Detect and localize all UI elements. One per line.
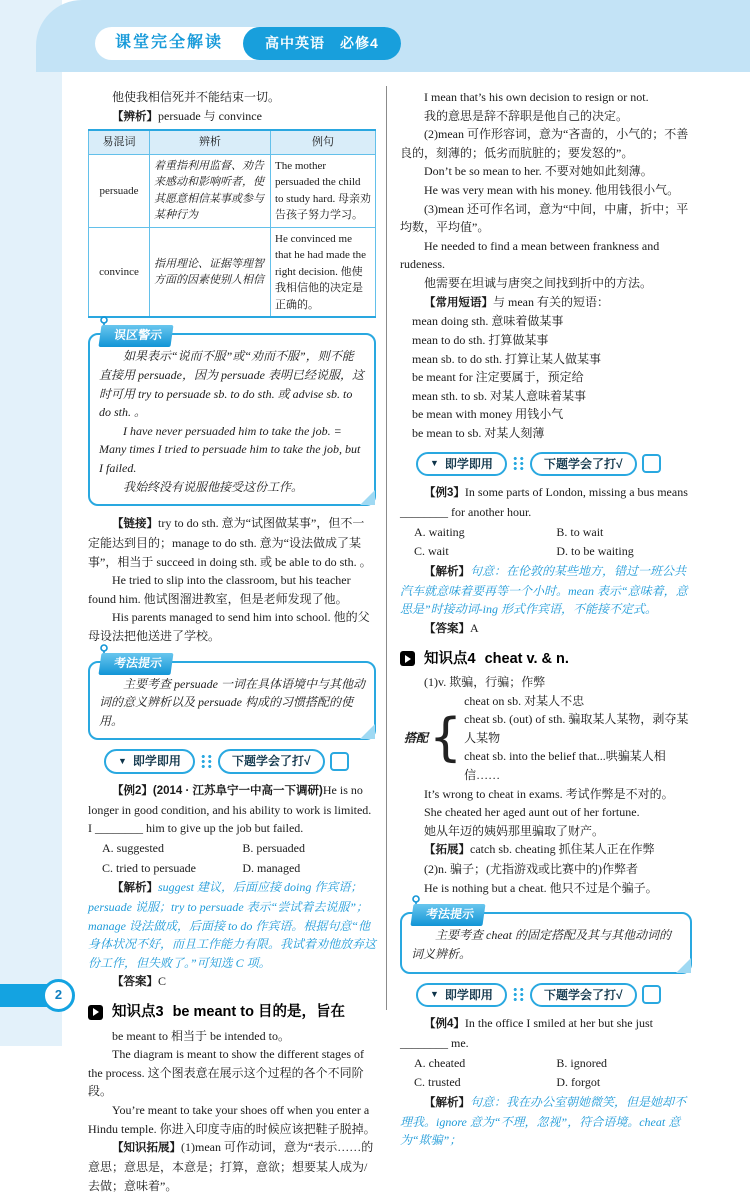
practice-use-label: 即学即用 <box>444 987 493 1002</box>
mean-noun: (3)mean 还可作名词，意为“中间，中庸，折中；平均数，平均值”。 <box>400 201 689 235</box>
collocation-item: cheat on sb. 对某人不忠 <box>464 693 585 708</box>
collocation-item: cheat sb. (out) of sth. 骗取某人某物，剥夺某人某物 <box>464 712 689 745</box>
play-icon <box>88 1005 103 1020</box>
col-header-example: 例句 <box>271 130 376 154</box>
bianxi-label: 【辨析】 <box>112 110 158 123</box>
kp4-example: He is nothing but a cheat. 他只不过是个骗子。 <box>424 880 658 895</box>
example2-analysis: 【解析】suggest 建议，后面应接 doing 作宾语；persuade 说服；try to persuade 表示“尝试着去说服”；manage 设法做成，后面接 to do 作宾语。根据句意“他身体状况不好，而且工作能力有限。我试着劝他放弃这份工作，但失败了。”可知选 C 项。 <box>88 880 377 970</box>
example2-options <box>102 839 376 877</box>
example2-answer: 【答案】C <box>112 974 167 989</box>
kp4-translation: 她从年迈的姨妈那里骗取了财产。 <box>424 823 605 838</box>
analysis-label: 【解析】 <box>424 1096 470 1109</box>
link-example: His parents managed to send him into school. 他的父母设法把他送进了学校。 <box>88 610 370 643</box>
kp4-verb-sense: (1)v. 欺骗，行骗；作弊 <box>424 674 546 689</box>
practice-use-pill <box>104 749 195 774</box>
kp4-example: It’s wrong to cheat in exams. 考试作弊是不对的。 <box>424 786 674 801</box>
mean-example: He was very mean with his money. 他用钱很小气。 <box>424 182 680 197</box>
analysis-label: 【解析】 <box>424 565 470 578</box>
kp4-number: 知识点4 <box>424 650 476 667</box>
dots-connector-icon <box>512 987 525 1002</box>
example3-options <box>414 523 692 561</box>
right-column <box>400 88 692 1150</box>
folded-corner <box>360 724 375 739</box>
kp3-paragraph: be meant to 相当于 be intended to。 <box>112 1028 290 1043</box>
practice-check-label: 下题学会了打√ <box>231 754 311 769</box>
answer-label: 【答案】 <box>424 622 470 635</box>
exam-tip-text: 主要考查 persuade 一词在具体语境中与其他动词的意义辨析以及 persuade 构成的习惯搭配的使用。 <box>99 676 365 728</box>
expansion-label: 【拓展】 <box>424 844 470 857</box>
triangle-down-icon: ▼ <box>430 457 439 468</box>
practice-bar <box>416 983 692 1008</box>
kp3-expansion: 【知识拓展】(1)mean 可作动词，意为“表示……的意思；意思是，本意是；打算，意欲；想要某人成为/去做；意味着”。 <box>88 1140 374 1193</box>
warning-badge-label: 误区警示 <box>98 325 173 347</box>
table-row: convince 指用理论、证据等理智方面的因素使别人相信 He convinced me that he had made the right decision. 他使我相信他的决定是正确的。 <box>89 227 376 317</box>
kp4-title: cheat v. & n. <box>484 650 569 667</box>
example4-label: 【例4】 <box>424 1018 465 1031</box>
page-number: 2 <box>42 979 75 1012</box>
phrase-item: mean sth. to sb. 对某人意味着某事 <box>412 388 586 403</box>
kp4-expansion: 【拓展】catch sb. cheating 抓住某人正在作弊 <box>424 842 655 857</box>
practice-checkbox <box>642 985 661 1004</box>
collocation-label: 搭配 <box>404 730 429 745</box>
triangle-down-icon: ▼ <box>118 755 127 766</box>
book-subject-badge: 高中英语 必修4 <box>243 27 401 60</box>
kp4-example: She cheated her aged aunt out of her fortune. <box>424 805 640 820</box>
answer-label: 【答案】 <box>112 976 158 989</box>
table-header-row <box>89 130 376 154</box>
knowledge-point-4-heading <box>400 648 692 670</box>
example2-label: 【例2】 <box>112 784 153 797</box>
option: B. to wait <box>556 524 604 539</box>
practice-use-label: 即学即用 <box>132 754 181 769</box>
kp4-noun-sense: (2)n. 骗子；(尤指游戏或比赛中的)作弊者 <box>424 862 638 877</box>
phrase-item: mean doing sth. 意味着做某事 <box>412 314 564 329</box>
option: B. persuaded <box>242 840 305 855</box>
example4-question: 【例4】In the office I smiled at her but she just ________ me. <box>400 1016 653 1050</box>
phrase-item: mean sb. to do sth. 打算让某人做某事 <box>412 351 601 366</box>
example2-source: (2014 · 江苏阜宁一中高一下调研) <box>152 784 323 797</box>
intro-translation: 他使我相信死并不能结束一切。 <box>112 90 281 104</box>
exam-tip-badge <box>100 653 172 675</box>
expansion-label: 【知识拓展】 <box>112 1142 181 1155</box>
example2-question: 【例2】(2014 · 江苏阜宁一中高一下调研)He is no longer in good condition, and his ability to work is limited. I ________ him to give up the job but failed. <box>88 782 372 836</box>
link-label: 【链接】 <box>112 518 158 531</box>
phrases-heading: 【常用短语】与 mean 有关的短语： <box>424 294 609 309</box>
link-example: He tried to slip into the classroom, but his teacher found him. 他试图溜进教室，但是老师发现了他。 <box>88 573 351 606</box>
practice-check-label: 下题学会了打√ <box>543 987 623 1002</box>
practice-check-pill <box>530 983 637 1008</box>
mean-adjective: (2)mean 可作形容词，意为“吝啬的，小气的；不善良的，刻薄的；低劣而肮脏的；要发怒的”。 <box>400 127 689 160</box>
folded-corner <box>676 958 691 973</box>
practice-checkbox <box>642 454 661 473</box>
link-paragraph: 【链接】try to do sth. 意为“试图做某事”，但不一定能达到目的；manage to do sth. 意为“设法做成了某事”，相当于 succeed in doing sth. 或 be able to do sth. 。 <box>88 516 372 569</box>
col-header-word: 易混词 <box>89 130 150 154</box>
bianxi-heading: 【辨析】persuade 与 convince <box>112 108 262 123</box>
example3-analysis: 【解析】句意：在伦敦的某些地方，错过一班公共汽车就意味着要再等一个小时。mean 表示“意味着，意思是”时接动词-ing 形式作宾语，不能接不定式。 <box>400 563 688 617</box>
practice-use-label: 即学即用 <box>444 456 493 471</box>
dots-connector-icon <box>200 754 213 769</box>
play-icon <box>400 651 415 666</box>
option: A. suggested <box>102 840 164 855</box>
mean-translation: 我的意思是辞不辞职是他自己的决定。 <box>424 108 629 123</box>
brace-glyph: { <box>429 707 463 768</box>
folded-corner <box>360 490 375 505</box>
mean-example: I mean that’s his own decision to resign or not. <box>424 90 649 104</box>
table-row: persuade 着重指利用监督、劝告来感动和影响听者，使其愿意相信某事或参与某种行为 The mother persuaded the child to study hard. 母亲劝告孩子努力学习。 <box>89 154 376 227</box>
phrase-item: be meant for 注定要属于，预定给 <box>412 370 584 385</box>
option: A. cheated <box>414 1055 466 1070</box>
example3-answer: 【答案】A <box>424 620 479 635</box>
warning-paragraph: 如果表示“说而不服”或“劝而不服”，则不能直接用 persuade，因为 persuade 表明已经说服，这时可用 try to persuade sb. to do sth. 或 advise sb. to do sth. 。 <box>99 349 364 420</box>
collocation-block <box>404 692 692 785</box>
warning-badge <box>100 325 172 347</box>
mean-translation: 他需要在坦诚与唐突之间找到折中的方法。 <box>424 275 653 290</box>
warning-box <box>88 328 376 506</box>
option: D. to be waiting <box>556 544 634 559</box>
practice-bar <box>104 749 376 774</box>
mean-example: He needed to find a mean between frankness and rudeness. <box>400 238 660 272</box>
example3-label: 【例3】 <box>424 487 465 500</box>
option: B. ignored <box>556 1055 608 1070</box>
exam-tip-text: 主要考查 cheat 的固定搭配及其与其他动词的词义辨析。 <box>411 928 671 961</box>
practice-use-pill <box>416 452 507 477</box>
dots-connector-icon <box>512 456 525 471</box>
practice-bar <box>416 452 692 477</box>
exam-tip-box <box>88 655 376 741</box>
phrase-item: be mean with money 用钱小气 <box>412 407 564 422</box>
book-header <box>95 27 401 60</box>
analysis-label: 【解析】 <box>112 882 158 895</box>
phrases-label: 【常用短语】 <box>424 296 493 309</box>
exam-tip-box <box>400 907 692 973</box>
option: D. forgot <box>556 1075 601 1090</box>
warning-paragraph: I have never persuaded him to take the job. = Many times I tried to persuade him to take the job, but I failed. <box>99 423 361 475</box>
exam-tip-badge <box>412 904 484 926</box>
left-column <box>88 88 376 1195</box>
option: C. tried to persuade <box>102 860 196 875</box>
example3-question: 【例3】In some parts of London, missing a bus means ________ for another hour. <box>400 485 688 519</box>
knowledge-point-3-heading <box>88 1001 376 1023</box>
practice-check-label: 下题学会了打√ <box>543 456 623 471</box>
example4-analysis: 【解析】句意：我在办公室朝她微笑，但是她却不理我。ignore 意为“不理，忽视”，符合语境。cheat 意为“欺骗”； <box>400 1094 687 1148</box>
exam-tip-badge-label: 考法提示 <box>410 904 485 926</box>
phrase-item: mean to do sth. 打算做某事 <box>412 332 549 347</box>
collocation-item: cheat sb. into the belief that...哄骗某人相信…… <box>464 749 666 782</box>
phrase-item: be mean to sb. 对某人刻薄 <box>412 425 545 440</box>
kp3-example: The diagram is meant to show the different stages of the process. 这个图表意在展示这个过程的各个不同阶段。 <box>88 1047 365 1099</box>
mean-example: Don’t be so mean to her. 不要对她如此刻薄。 <box>424 164 653 179</box>
triangle-down-icon: ▼ <box>430 988 439 999</box>
option: C. trusted <box>414 1075 461 1090</box>
page-left-margin-strip <box>0 0 62 1046</box>
warning-paragraph: 我始终没有说服他接受这份工作。 <box>123 479 304 494</box>
kp3-number: 知识点3 <box>112 1004 164 1021</box>
practice-check-pill <box>530 452 637 477</box>
practice-use-pill <box>416 983 507 1008</box>
option: A. waiting <box>414 524 465 539</box>
kp3-example: You’re meant to take your shoes off when you enter a Hindu temple. 你进入印度寺庙的时候应该把鞋子脱掉。 <box>88 1102 376 1136</box>
book-brand: 课堂完全解读 <box>115 34 224 52</box>
practice-check-pill <box>218 749 325 774</box>
example4-options <box>414 1054 692 1092</box>
kp3-title: be meant to 目的是，旨在 <box>172 1004 345 1021</box>
column-divider <box>386 86 387 1010</box>
option: C. wait <box>414 544 449 559</box>
col-header-analysis: 辨析 <box>150 130 271 154</box>
practice-checkbox <box>330 752 349 771</box>
compare-table <box>88 129 376 318</box>
option: D. managed <box>242 860 301 875</box>
exam-tip-badge-label: 考法提示 <box>98 653 173 675</box>
